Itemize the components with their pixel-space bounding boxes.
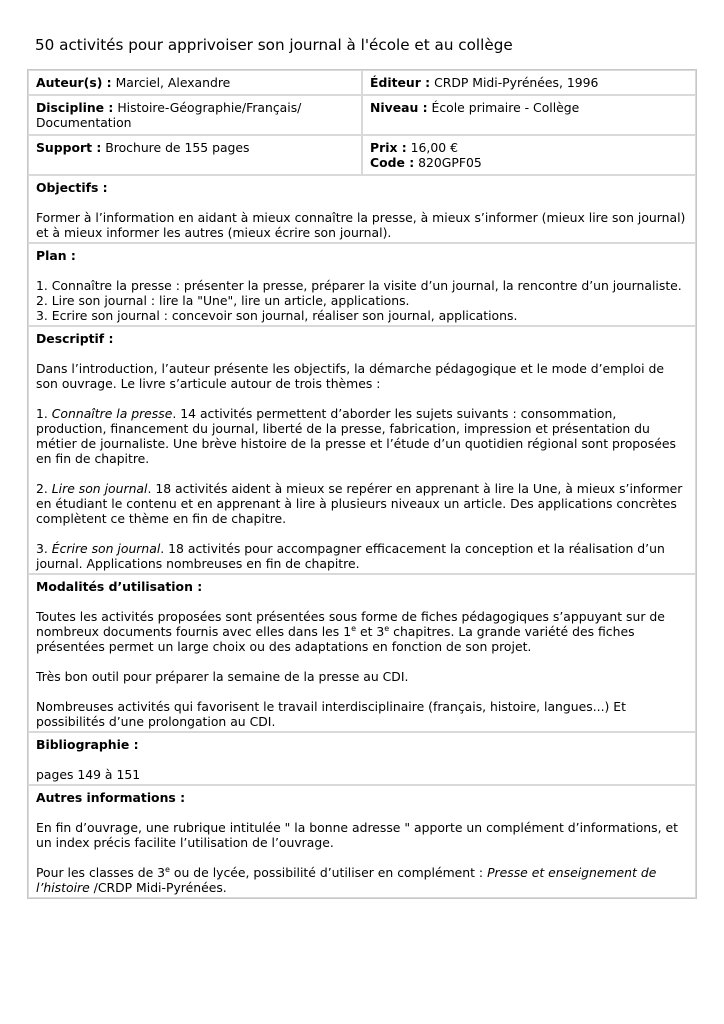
theme-title: Connaître la presse <box>51 406 173 421</box>
niveau-value: École primaire - Collège <box>431 100 580 115</box>
objectifs-label: Objectifs : <box>36 180 108 195</box>
modalites-text: et 3 <box>356 624 385 639</box>
page-title: 50 activités pour apprivoiser son journal à l'école et au collège <box>35 36 513 54</box>
autres-text: /CRDP Midi-Pyrénées. <box>89 880 227 895</box>
niveau-label: Niveau : <box>370 100 428 115</box>
theme-number: 3. <box>36 541 52 556</box>
support-value: Brochure de 155 pages <box>105 140 250 155</box>
editeur-cell <box>362 70 696 95</box>
modalites-paragraph <box>36 609 688 654</box>
theme-title: Écrire son journal <box>51 541 161 556</box>
modalites-section <box>28 574 696 732</box>
autres-label: Autres informations : <box>36 790 186 805</box>
editeur-value: CRDP Midi-Pyrénées, 1996 <box>434 75 599 90</box>
autres-paragraph: En fin d’ouvrage, une rubrique intitulée " la bonne adresse " apporte un complément d’informations, et un index précis facilite l’utilisation de l’ouvrage. <box>36 820 678 850</box>
plan-section <box>28 243 696 326</box>
modalites-label: Modalités d’utilisation : <box>36 579 203 594</box>
editeur-label: Éditeur : <box>370 75 431 90</box>
prix-value: 16,00 € <box>410 140 458 155</box>
theme-text: . 14 activités permettent d’aborder les sujets suivants : consommation, production, financement du journal, liberté de la presse, fabrication, impression et présentation du métier de journaliste. Une brève histoire de la presse et l’étude d’un quotidien régional sont proposées en fin de chapitre. <box>36 406 676 466</box>
objectifs-text: Former à l’information en aidant à mieux connaître la presse, à mieux s’informer (mieux lire son journal) et à mieux informer les autres (mieux écrire son journal). <box>36 210 686 240</box>
modalites-paragraph: Nombreuses activités qui favorisent le travail interdisciplinaire (français, histoire, langues...) Et possibilités d’une prolongation au CDI. <box>36 699 626 729</box>
plan-label: Plan : <box>36 248 76 263</box>
modalites-text: Toutes les activités proposées sont présentées sous forme de fiches pédagogiques s’appuyant sur de nombreux documents fournis avec elles dans les 1 <box>36 609 665 639</box>
superscript: e <box>165 865 170 874</box>
theme-paragraph <box>36 406 688 466</box>
support-cell <box>28 135 362 175</box>
bibliographie-section <box>28 732 696 785</box>
theme-number: 2. <box>36 481 52 496</box>
discipline-value: Histoire-Géographie/Français/ Documentation <box>36 100 302 130</box>
prix-code-cell <box>362 135 696 175</box>
autres-text: Pour les classes de 3 <box>36 865 166 880</box>
auteur-cell <box>28 70 362 95</box>
plan-item: 3. Ecrire son journal : concevoir son journal, réaliser son journal, applications. <box>36 308 518 323</box>
plan-item: 1. Connaître la presse : présenter la presse, préparer la visite d’un journal, la rencontre d’un journaliste. <box>36 278 682 293</box>
autres-paragraph <box>36 865 688 895</box>
bibliographie-label: Bibliographie : <box>36 737 139 752</box>
theme-number: 1. <box>36 406 52 421</box>
modalites-text: chapitres. La grande variété des fiches présentées permet un large choix ou des adaptations en fonction de son projet. <box>36 624 635 654</box>
auteur-label: Auteur(s) : <box>36 75 112 90</box>
code-value: 820GPF05 <box>418 155 482 170</box>
modalites-paragraph: Très bon outil pour préparer la semaine de la presse au CDI. <box>36 669 409 684</box>
theme-title: Lire son journal <box>51 481 148 496</box>
niveau-cell <box>362 95 696 135</box>
bibliographie-text: pages 149 à 151 <box>36 767 141 782</box>
objectifs-section <box>28 175 696 243</box>
theme-text: . 18 activités aident à mieux se repérer en apprenant à lire la Une, à mieux s’informer en étudiant le contenu et en apprenant à lire à plusieurs niveaux un article. Des applications concrètes complètent ce thème en fin de chapitre. <box>36 481 683 526</box>
theme-text: . 18 activités pour accompagner efficacement la conception et la réalisation d’un journal. Applications nombreuses en fin de chapitre. <box>36 541 665 571</box>
discipline-label: Discipline : <box>36 100 114 115</box>
code-label: Code : <box>370 155 415 170</box>
discipline-cell <box>28 95 362 135</box>
reference-title: Presse et enseignement de l’histoire <box>36 865 657 895</box>
descriptif-section <box>28 326 696 574</box>
theme-paragraph <box>36 481 688 526</box>
theme-paragraph <box>36 541 688 571</box>
descriptif-intro: Dans l’introduction, l’auteur présente les objectifs, la démarche pédagogique et le mode d’emploi de son ouvrage. Le livre s’articule autour de trois thèmes : <box>36 361 665 391</box>
support-label: Support : <box>36 140 102 155</box>
auteur-value: Marciel, Alexandre <box>115 75 231 90</box>
autres-text: ou de lycée, possibilité d’utiliser en complément : <box>169 865 488 880</box>
superscript: e <box>351 624 357 633</box>
prix-label: Prix : <box>370 140 407 155</box>
autres-section <box>28 785 696 898</box>
record-table <box>27 69 697 899</box>
superscript: e <box>384 624 390 633</box>
plan-item: 2. Lire son journal : lire la "Une", lire un article, applications. <box>36 293 410 308</box>
descriptif-label: Descriptif : <box>36 331 114 346</box>
